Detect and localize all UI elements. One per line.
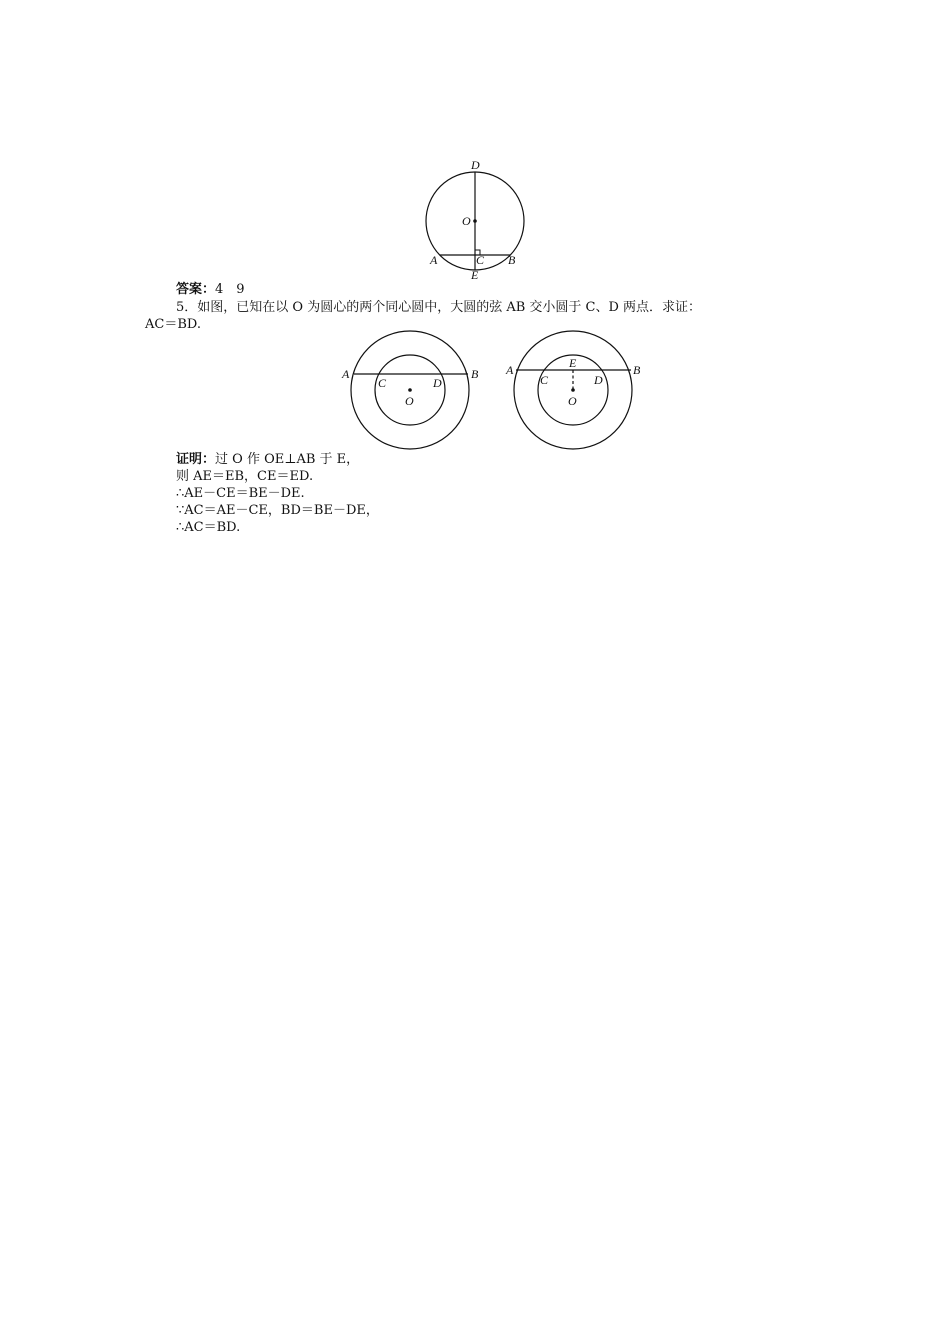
label-B: B <box>508 253 516 267</box>
proof-label: 证明： <box>176 452 216 467</box>
proof-step-1: 过 O 作 OE⊥AB 于 E， <box>215 452 360 467</box>
label-O: O <box>568 394 577 408</box>
proof-line-1 <box>176 452 359 468</box>
center-point <box>408 388 412 392</box>
answer-label: 答案： <box>176 282 216 297</box>
proof-line-2: 则 AE＝EB，CE＝ED. <box>176 469 314 484</box>
label-D: D <box>433 376 442 390</box>
label-E: E <box>471 268 479 282</box>
center-point <box>571 388 575 392</box>
label-C: C <box>378 376 387 390</box>
problem-5-line-1: 5．如图，已知在以 O 为圆心的两个同心圆中，大圆的弦 AB 交小圆于 C、D 两点．求证： <box>176 300 702 315</box>
label-A: A <box>506 363 514 377</box>
answer-line <box>176 282 245 298</box>
label-D: D <box>471 158 480 172</box>
label-E: E <box>569 356 577 370</box>
label-C: C <box>540 373 549 387</box>
proof-line-5: ∴AC＝BD. <box>176 520 241 535</box>
label-A: A <box>430 253 438 267</box>
label-D: D <box>594 373 603 387</box>
answer-value: 4 9 <box>215 282 245 297</box>
label-A: A <box>342 367 350 381</box>
figure-concentric-circles <box>338 325 488 455</box>
label-B: B <box>471 367 479 381</box>
proof-line-4: ∵AC＝AE－CE，BD＝BE－DE， <box>176 503 379 518</box>
problem-5-line-2: AC＝BD. <box>145 317 201 332</box>
proof-line-3: ∴AE－CE＝BE－DE. <box>176 486 305 501</box>
label-B: B <box>633 363 641 377</box>
label-O: O <box>462 214 471 228</box>
figure-circle-diameter-chord <box>420 155 530 285</box>
center-point <box>473 219 477 223</box>
label-C: C <box>476 253 485 267</box>
label-O: O <box>405 394 414 408</box>
figure-concentric-circles-with-perpendicular <box>500 325 650 455</box>
